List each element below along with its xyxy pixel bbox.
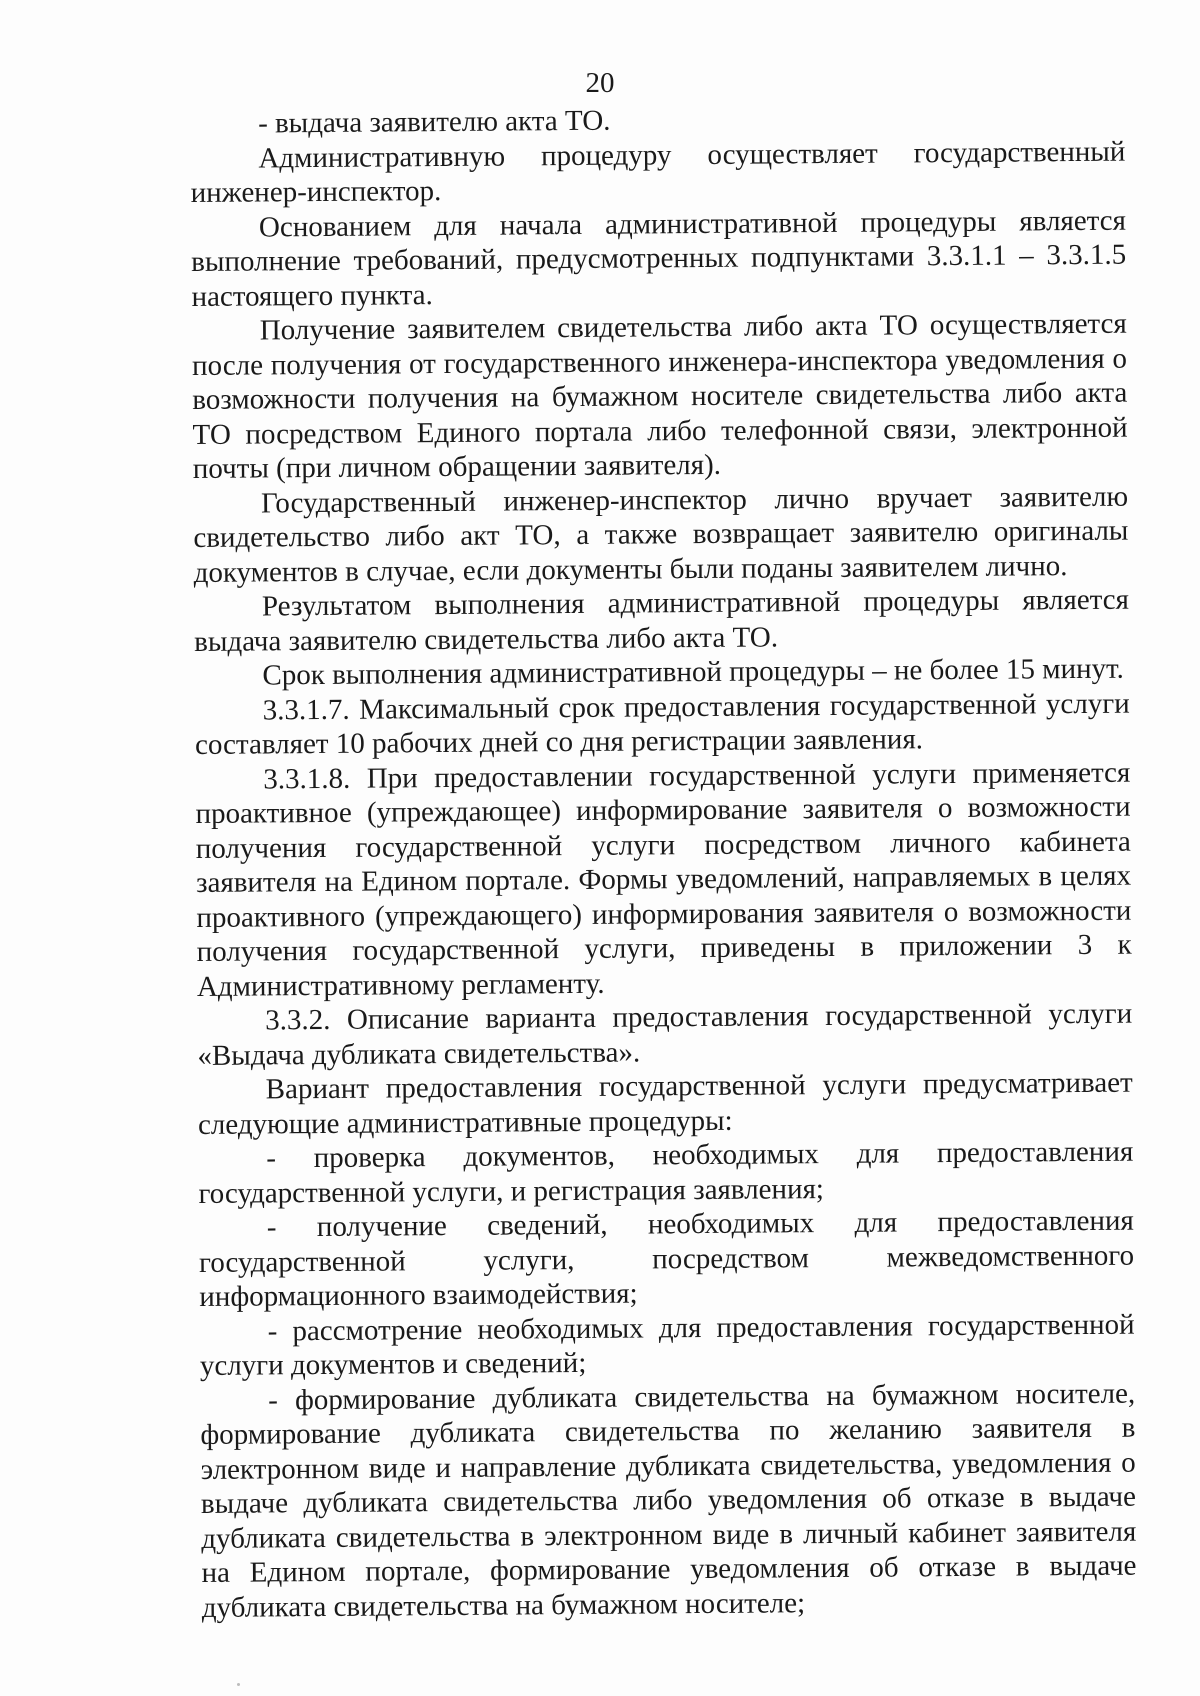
list-item-interagency-info: - получение сведений, необходимых для предоставления государственной услуги, посредством межведомственного информационного взаимодействия; <box>198 1204 1135 1313</box>
paragraph-procedure-basis: Основанием для начала административной процедуры является выполнение требований, предусмотренных подпунктами 3.3.1.1 – 3.3.1.5 настоящего пункта. <box>191 204 1127 313</box>
paragraph-3-3-1-7: 3.3.1.7. Максимальный срок предоставления государственной услуги составляет 10 рабочих дней со дня регистрации заявления. <box>194 687 1130 761</box>
list-item-consideration: - рассмотрение необходимых для предоставления государственной услуги документов и сведений; <box>199 1308 1135 1382</box>
paragraph-issue-act: - выдача заявителю акта ТО. <box>258 104 611 140</box>
paragraph-procedure-term: Срок выполнения административной процедуры – не более 15 минут. <box>262 652 1124 692</box>
paragraph-procedure-executor: Административную процедуру осуществляет государственный инженер-инспектор. <box>190 135 1126 209</box>
paragraph-inspector-hands-over: Государственный инженер-инспектор лично вручает заявителю свидетельство либо акт ТО, а также возвращает заявителю оригиналы документов в случае, если документы были поданы заявителем лично. <box>193 480 1129 589</box>
page-number: 20 <box>585 67 615 99</box>
document-body <box>190 100 1137 1625</box>
paragraph-3-3-1-8: 3.3.1.8. При предоставлении государственной услуги применяется проактивное (упреждающее) информирование заявителя о возможности получения государственной услуги посредством личного кабинета заявителя на Едином портале. Формы уведомлений, направляемых в целях проактивного (упреждающего) информирования заявителя о возможности получения государственной услуги, приведены в приложении 3 к Административному регламенту. <box>195 756 1132 1003</box>
paragraph-3-3-2: 3.3.2. Описание варианта предоставления государственной услуги «Выдача дубликата свидетельства». <box>197 997 1133 1072</box>
list-item-document-check: - проверка документов, необходимых для предоставления государственной услуги, и регистрация заявления; <box>198 1135 1134 1210</box>
paragraph-receipt-conditions: Получение заявителем свидетельства либо акта ТО осуществляется после получения от государственного инженера-инспектора уведомления о возможности получения на бумажном носителе свидетельства либо акта ТО посредством Единого портала либо телефонной связи, электронной почты (при личном обращении заявителя). <box>191 307 1128 485</box>
paragraph-variant-procedures: Вариант предоставления государственной услуги предусматривает следующие административные процедуры: <box>197 1066 1133 1141</box>
paragraph-procedure-result: Результатом выполнения административной процедуры является выдача заявителю свидетельства либо акта ТО. <box>194 583 1130 658</box>
scan-speck <box>237 1683 240 1686</box>
list-item-duplicate-forming: - формирование дубликата свидетельства на бумажном носителе, формирование дубликата свидетельства по желанию заявителя в электронном виде и направление дубликата свидетельства, уведомления о выдаче дубликата свидетельства либо уведомления об отказе в выдаче дубликата свидетельства в электронном виде в личный кабинет заявителя на Едином портале, формирование уведомления об отказе в выдаче дубликата свидетельства на бумажном носителе; <box>200 1377 1137 1624</box>
